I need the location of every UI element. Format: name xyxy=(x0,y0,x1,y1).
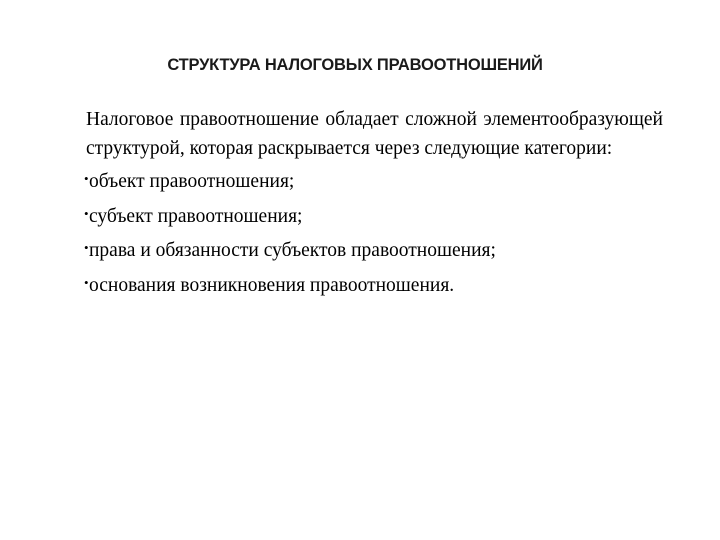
list-item-text: права и обязанности субъектов правоотношения; xyxy=(89,240,496,261)
list-item xyxy=(86,200,663,235)
intro-paragraph: Налоговое правоотношение обладает сложной элементообразующей структурой, которая раскрывается через следующие категории: xyxy=(86,109,663,159)
bullet-icon: • xyxy=(84,240,89,255)
category-list xyxy=(86,165,663,303)
list-item xyxy=(86,269,663,304)
bullet-icon: • xyxy=(84,205,89,221)
list-item xyxy=(86,234,663,269)
list-item-text: объект правоотношения; xyxy=(89,171,295,192)
bullet-icon: • xyxy=(84,274,89,290)
slide-body xyxy=(86,106,663,303)
list-item-text: основания возникновения правоотношения. xyxy=(89,274,455,296)
bullet-icon: • xyxy=(84,171,89,186)
slide-title: СТРУКТУРА НАЛОГОВЫХ ПРАВООТНОШЕНИЙ xyxy=(167,56,543,74)
list-item-text: субъект правоотношения; xyxy=(89,205,303,227)
list-item xyxy=(86,165,663,200)
